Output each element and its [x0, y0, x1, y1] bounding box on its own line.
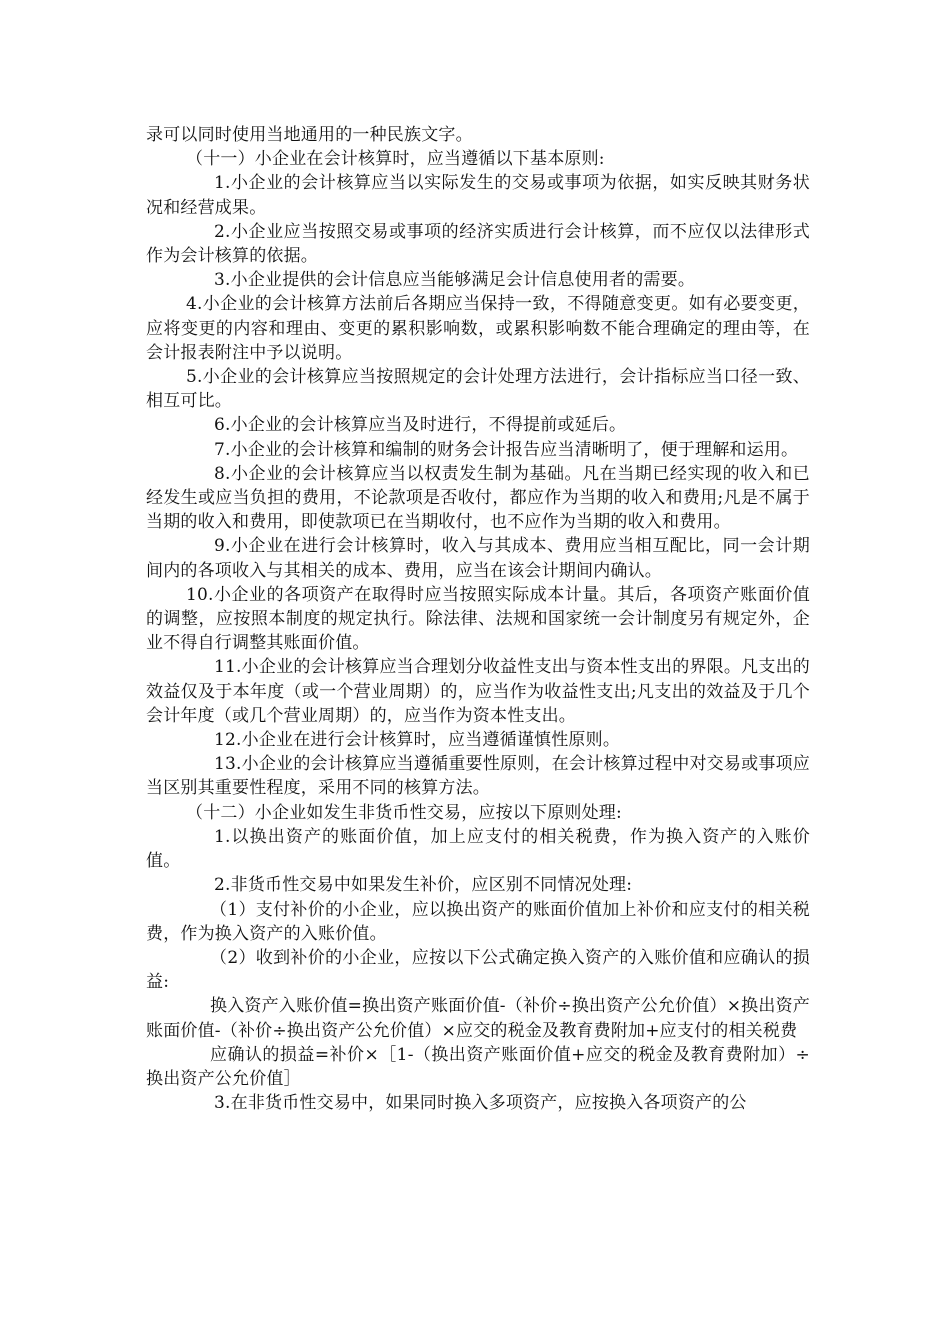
section-heading-11: （十一）小企业在会计核算时，应当遵循以下基本原则:: [186, 149, 605, 170]
paragraph: 13.小企业的会计核算应当遵循重要性原则，在会计核算过程中对交易或事项应当区别其重要性程度，采用不同的核算方法。: [146, 754, 810, 799]
paragraph: 9.小企业在进行会计核算时，收入与其成本、费用应当相互配比，同一会计期间内的各项收入与其相关的成本、费用，应当在该会计期间内确认。: [146, 536, 810, 581]
paragraph: 8.小企业的会计核算应当以权责发生制为基础。凡在当期已经实现的收入和已经发生或应当负担的费用，不论款项是否收付，都应作为当期的收入和费用;凡是不属于当期的收入和费用，即使款项已在当期收付，也不应作为当期的收入和费用。: [146, 463, 810, 533]
paragraph: 录可以同时使用当地通用的一种民族文字。: [146, 125, 473, 145]
paragraph: 6.小企业的会计核算应当及时进行，不得提前或延后。: [214, 415, 627, 436]
paragraph: 10.小企业的各项资产在取得时应当按照实际成本计量。其后，各项资产账面价值的调整，应按照本制度的规定执行。除法律、法规和国家统一会计制度另有规定外，企业不得自行调整其账面价值。: [146, 584, 810, 654]
paragraph: （1）支付补价的小企业，应以换出资产的账面价值加上补价和应支付的相关税费，作为换入资产的入账价值。: [146, 899, 810, 944]
paragraph: 4.小企业的会计核算方法前后各期应当保持一致，不得随意变更。如有必要变更，应将变更的内容和理由、变更的累积影响数，或累积影响数不能合理确定的理由等，在会计报表附注中予以说明。: [146, 294, 810, 363]
paragraph: 2.小企业应当按照交易或事项的经济实质进行会计核算，而不应仅以法律形式作为会计核算的依据。: [146, 221, 810, 267]
paragraph: 3.小企业提供的会计信息应当能够满足会计信息使用者的需要。: [214, 270, 696, 291]
formula-paragraph: 换入资产入账价值=换出资产账面价值-（补价÷换出资产公允价值）×换出资产账面价值-（补价÷换出资产公允价值）×应交的税金及教育费附加+应支付的相关税费: [146, 996, 810, 1041]
paragraph: 3.在非货币性交易中，如果同时换入多项资产，应按换入各项资产的公: [214, 1093, 747, 1114]
document-body: [146, 123, 810, 1115]
section-heading-12: （十二）小企业如发生非货币性交易，应按以下原则处理:: [186, 802, 622, 823]
paragraph: （2）收到补价的小企业，应按以下公式确定换入资产的入账价值和应确认的损益:: [146, 947, 810, 993]
paragraph: 1.以换出资产的账面价值，加上应支付的相关税费，作为换入资产的入账价值。: [146, 826, 810, 872]
paragraph: 1.小企业的会计核算应当以实际发生的交易或事项为依据，如实反映其财务状况和经营成果。: [146, 173, 810, 218]
paragraph: 11.小企业的会计核算应当合理划分收益性支出与资本性支出的界限。凡支出的效益仅及于本年度（或一个营业周期）的，应当作为收益性支出;凡支出的效益及于几个会计年度（或几个营业周期）的，应当作为资本性支出。: [146, 657, 810, 726]
formula-paragraph: 应确认的损益=补价×［1-（换出资产账面价值+应交的税金及教育费附加）÷换出资产公允价值］: [146, 1044, 810, 1089]
paragraph: 2.非货币性交易中如果发生补价，应区别不同情况处理:: [214, 875, 633, 896]
paragraph: 7.小企业的会计核算和编制的财务会计报告应当清晰明了，便于理解和运用。: [214, 439, 799, 460]
paragraph: 5.小企业的会计核算应当按照规定的会计处理方法进行，会计指标应当口径一致、相互可比。: [146, 367, 810, 412]
paragraph: 12.小企业在进行会计核算时，应当遵循谨慎性原则。: [214, 730, 621, 751]
